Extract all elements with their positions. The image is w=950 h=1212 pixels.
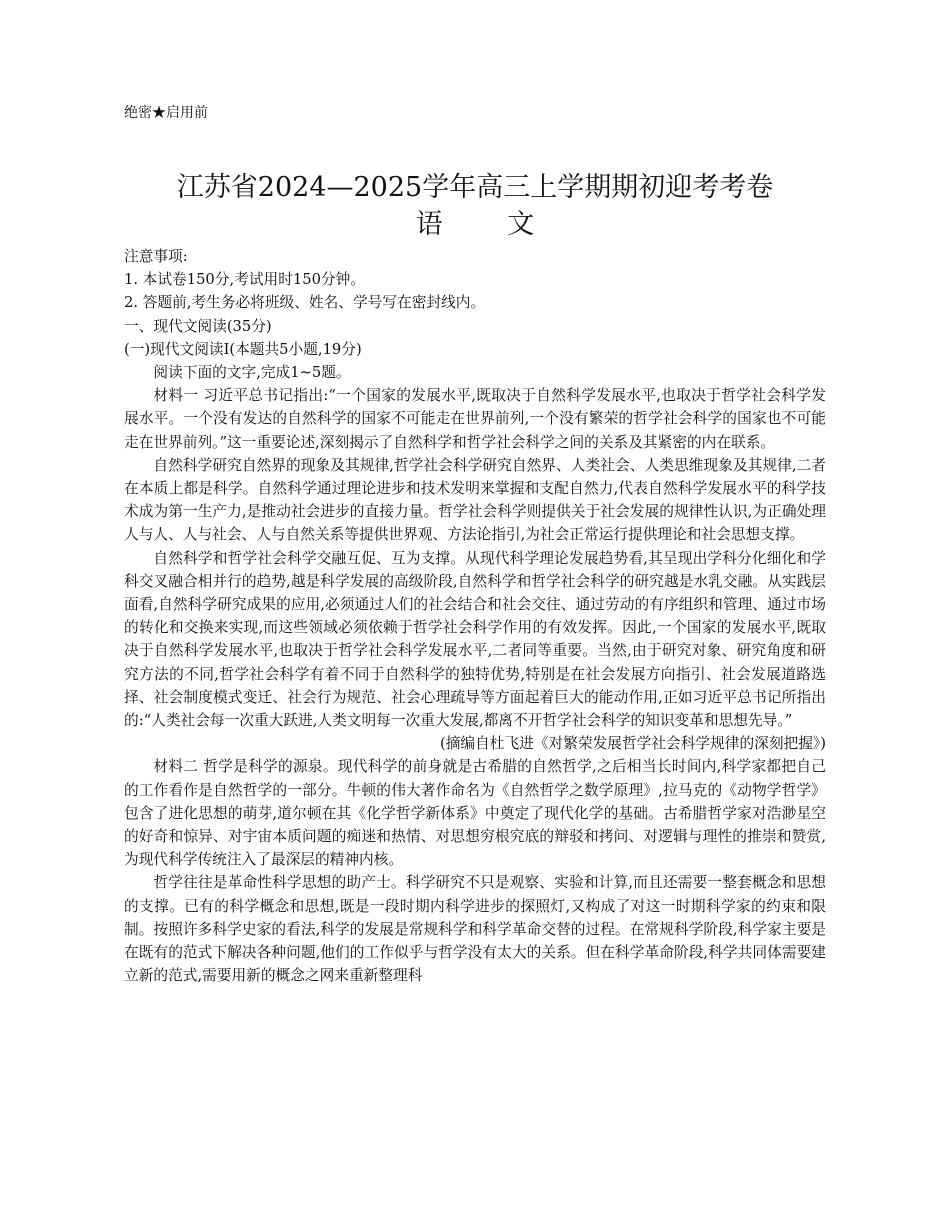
- exam-title: 江苏省2024—2025学年高三上学期期初迎考考卷: [176, 172, 774, 203]
- material1-source: (摘编自杜飞进《对繁荣发展哲学社会科学规律的深刻把握》): [440, 735, 826, 753]
- subject-title: 语 文: [415, 209, 563, 240]
- material1-paragraph: 材料一 习近平总书记指出:“一个国家的发展水平,既取决于自然科学发展水平,也取决于哲学社会科学发展水平。一个没有发达的自然科学的国家不可能走在世界前列,一个没有繁荣的哲学社会科学的国家也不可能走在世界前列。”这一重要论述,深刻揭示了自然科学和哲学社会科学之间的关系及其紧密的内在联系。: [124, 387, 826, 451]
- note-item: 2. 答题前,考生务必将班级、姓名、学号写在密封线内。: [124, 294, 486, 312]
- notes-heading: 注意事项:: [124, 248, 188, 265]
- confidential-label: 绝密★启用前: [124, 105, 208, 121]
- material2-paragraph: 哲学往往是革命性科学思想的助产士。科学研究不只是观察、实验和计算,而且还需要一整套概念和思想的支撑。已有的科学概念和思想,既是一段时期内科学进步的探照灯,又构成了对这一时期科学家的约束和限制。按照许多科学史家的看法,科学的发展是常规科学和科学革命交替的过程。在常规科学阶段,科学家主要是在既有的范式下解决各种问题,他们的工作似乎与哲学没有太大的关系。但在科学革命阶段,科学共同体需要建立新的范式,需要用新的概念之网来重新整理科: [124, 874, 826, 985]
- section-subheading: (一)现代文阅读Ⅰ(本题共5小题,19分): [124, 340, 362, 358]
- material1-paragraph: 自然科学和哲学社会科学交融互促、互为支撑。从现代科学理论发展趋势看,其呈现出学科分化细化和学科交叉融合相并行的趋势,越是科学发展的高级阶段,自然科学和哲学社会科学的研究越是水乳交融。从实践层面看,自然科学研究成果的应用,必须通过人们的社会结合和社会交往、通过劳动的有序组织和管理、通过市场的转化和交换来实现,而这些领域必须依赖于哲学社会科学作用的有效发挥。因此,一个国家的发展水平,既取决于自然科学发展水平,也取决于哲学社会科学发展水平,二者同等重要。当然,由于研究对象、研究角度和研究方法的不同,哲学社会科学有着不同于自然科学的独特优势,特别是在社会发展方向指引、社会发展道路选择、社会制度模式变迁、社会行为规范、社会心理疏导等方面起着巨大的能动作用,正如习近平总书记所指出的:“人类社会每一次重大跃进,人类文明每一次重大发展,都离不开哲学社会科学的知识变革和思想先导。”: [124, 549, 826, 730]
- exam-body: [124, 245, 826, 985]
- material1-paragraph: 自然科学研究自然界的现象及其规律,哲学社会科学研究自然界、人类社会、人类思维现象及其规律,二者在本质上都是科学。自然科学通过理论进步和技术发明来掌握和支配自然力,代表自然科学发展水平的科学技术成为第一生产力,是推动社会进步的直接力量。哲学社会科学则提供关于社会发展的规律性认识,为正确处理人与人、人与社会、人与自然关系等提供世界观、方法论指引,为社会正常运行提供理论和社会思想支撑。: [124, 456, 826, 544]
- material2-paragraph: 材料二 哲学是科学的源泉。现代科学的前身就是古希腊的自然哲学,之后相当长时间内,科学家都把自己的工作看作是自然哲学的一部分。牛顿的伟大著作命名为《自然哲学之数学原理》,拉马克的《动物学哲学》包含了进化思想的萌芽,道尔顿在其《化学哲学新体系》中奠定了现代化学的基础。古希腊哲学家对浩渺星空的好奇和惊异、对宇宙本质问题的痴迷和热情、对思想穷根究底的辩驳和拷问、对逻辑与理性的推崇和赞赏,为现代科学传统注入了最深层的精神内核。: [124, 758, 826, 869]
- note-item: 1. 本试卷150分,考试用时150分钟。: [124, 271, 365, 289]
- section-heading: 一、现代文阅读(35分): [124, 317, 272, 335]
- reading-instruction: 阅读下面的文字,完成1~5题。: [153, 364, 351, 382]
